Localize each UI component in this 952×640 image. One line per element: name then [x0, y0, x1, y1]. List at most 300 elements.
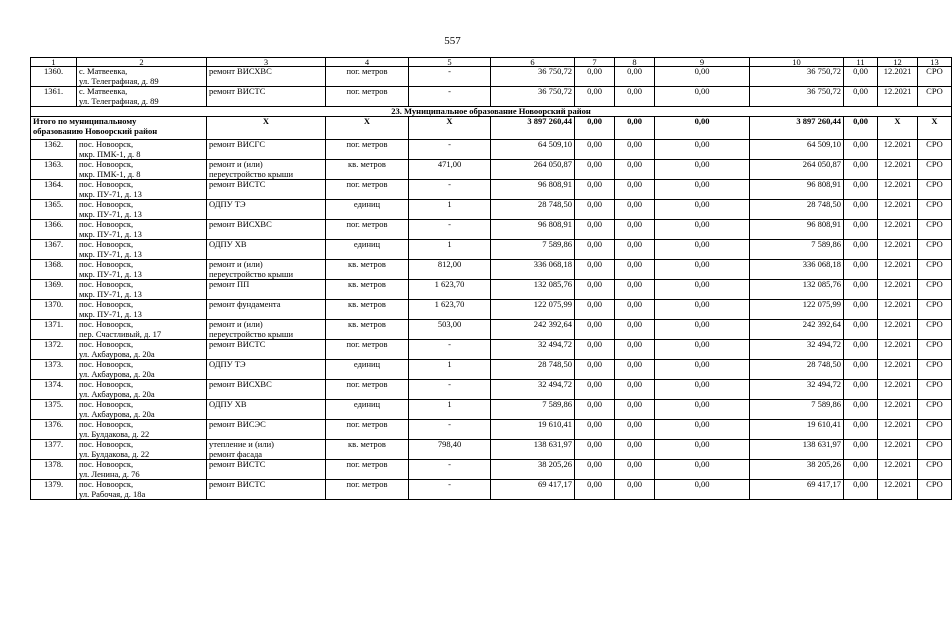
- fund-col-9: 0,00: [655, 400, 750, 420]
- fund-col-10: 7 589,86: [750, 240, 844, 260]
- completion-date: 12.2021: [878, 320, 918, 340]
- fund-col-11: 0,00: [844, 260, 878, 280]
- total-cost: 122 075,99: [491, 300, 575, 320]
- unit: пог. метров: [326, 380, 409, 400]
- line-1: пос. Новоорск,: [79, 239, 134, 249]
- quantity: 1: [409, 200, 491, 220]
- unit: единиц: [326, 240, 409, 260]
- fund-col-8: 0,00: [615, 160, 655, 180]
- line-2: ул. Булдакова, д. 22: [79, 448, 150, 459]
- line-1: ремонт ВИСТС: [209, 339, 266, 349]
- address: [77, 160, 207, 180]
- work-type: [207, 200, 326, 220]
- source: СРО: [918, 380, 952, 400]
- column-number: 6: [491, 58, 575, 67]
- fund-col-9: 0,00: [655, 320, 750, 340]
- fund-col-9: 0,00: [655, 140, 750, 160]
- fund-col-9: 0,00: [655, 360, 750, 380]
- line-1: Итого по муниципальному: [33, 116, 137, 126]
- line-1: ремонт ВИСТС: [209, 459, 266, 469]
- column-number: 7: [575, 58, 615, 67]
- address: [77, 300, 207, 320]
- fund-col-7: 0,00: [575, 380, 615, 400]
- fund-col-11: 0,00: [844, 200, 878, 220]
- source: СРО: [918, 180, 952, 200]
- unit: кв. метров: [326, 320, 409, 340]
- table-row: [31, 180, 952, 200]
- work-type: [207, 380, 326, 400]
- fund-col-10: 28 748,50: [750, 360, 844, 380]
- address: [77, 440, 207, 460]
- line-1: ремонт ВИСТС: [209, 179, 266, 189]
- total-cost: 36 750,72: [491, 67, 575, 87]
- work-type: [207, 480, 326, 500]
- fund-col-11: 0,00: [844, 420, 878, 440]
- fund-col-7: 0,00: [575, 140, 615, 160]
- unit: кв. метров: [326, 300, 409, 320]
- table-row: [31, 160, 952, 180]
- source: СРО: [918, 460, 952, 480]
- fund-col-10: 7 589,86: [750, 400, 844, 420]
- line-1: пос. Новоорск,: [79, 279, 134, 289]
- work-type: [207, 300, 326, 320]
- row-number: 1365.: [31, 200, 77, 220]
- quantity: 1: [409, 240, 491, 260]
- row-number: 1372.: [31, 340, 77, 360]
- quantity: -: [409, 67, 491, 87]
- line-1: ремонт фундамента: [209, 299, 281, 309]
- total-cost: 69 417,17: [491, 480, 575, 500]
- quantity: -: [409, 140, 491, 160]
- quantity: -: [409, 380, 491, 400]
- work-type: [207, 260, 326, 280]
- fund-col-10: 32 494,72: [750, 380, 844, 400]
- quantity: 1 623,70: [409, 280, 491, 300]
- fund-col-8: 0,00: [615, 480, 655, 500]
- column-number: 1: [31, 58, 77, 67]
- line-1: пос. Новоорск,: [79, 339, 134, 349]
- line-2: пер. Счастливый, д. 17: [79, 328, 162, 339]
- fund-col-10: 96 808,91: [750, 220, 844, 240]
- line-2: мкр. ПУ-71, д. 13: [79, 288, 142, 299]
- total-c3: X: [207, 117, 326, 140]
- address: [77, 260, 207, 280]
- unit: пог. метров: [326, 180, 409, 200]
- work-type: [207, 340, 326, 360]
- fund-col-11: 0,00: [844, 360, 878, 380]
- fund-col-10: 69 417,17: [750, 480, 844, 500]
- source: СРО: [918, 400, 952, 420]
- fund-col-8: 0,00: [615, 140, 655, 160]
- fund-col-11: 0,00: [844, 380, 878, 400]
- source: СРО: [918, 440, 952, 460]
- fund-col-10: 64 509,10: [750, 140, 844, 160]
- unit: кв. метров: [326, 440, 409, 460]
- quantity: -: [409, 420, 491, 440]
- fund-col-10: 138 631,97: [750, 440, 844, 460]
- line-1: с. Матвеевка,: [79, 86, 128, 96]
- line-1: пос. Новоорск,: [79, 419, 134, 429]
- address: [77, 220, 207, 240]
- line-2: мкр. ПМК-1, д. 8: [79, 148, 141, 159]
- fund-col-7: 0,00: [575, 67, 615, 87]
- line-1: пос. Новоорск,: [79, 139, 134, 149]
- line-1: ОДПУ ХВ: [209, 239, 247, 249]
- source: СРО: [918, 280, 952, 300]
- fund-col-9: 0,00: [655, 67, 750, 87]
- line-2: ремонт фасада: [209, 448, 263, 459]
- work-type: [207, 87, 326, 107]
- row-number: 1376.: [31, 420, 77, 440]
- fund-col-8: 0,00: [615, 360, 655, 380]
- line-1: пос. Новоорск,: [79, 479, 134, 489]
- section-header-row: [31, 107, 952, 117]
- row-number: 1360.: [31, 67, 77, 87]
- total-row: [31, 117, 952, 140]
- fund-col-11: 0,00: [844, 67, 878, 87]
- fund-col-11: 0,00: [844, 400, 878, 420]
- row-number: 1368.: [31, 260, 77, 280]
- fund-col-7: 0,00: [575, 320, 615, 340]
- fund-col-7: 0,00: [575, 280, 615, 300]
- work-type: [207, 180, 326, 200]
- quantity: -: [409, 87, 491, 107]
- table-row: [31, 420, 952, 440]
- line-2: переустройство крыши: [209, 268, 294, 279]
- source: СРО: [918, 220, 952, 240]
- fund-col-10: 122 075,99: [750, 300, 844, 320]
- fund-col-7: 0,00: [575, 240, 615, 260]
- fund-col-9: 0,00: [655, 180, 750, 200]
- table-row: [31, 380, 952, 400]
- line-1: пос. Новоорск,: [79, 199, 134, 209]
- line-1: ремонт и (или): [209, 159, 263, 169]
- line-1: ремонт ВИСЭС: [209, 419, 266, 429]
- table-row: [31, 200, 952, 220]
- quantity: -: [409, 180, 491, 200]
- total-c13: X: [918, 117, 952, 140]
- fund-col-11: 0,00: [844, 300, 878, 320]
- fund-col-8: 0,00: [615, 420, 655, 440]
- fund-col-7: 0,00: [575, 160, 615, 180]
- quantity: 503,00: [409, 320, 491, 340]
- line-2: мкр. ПУ-71, д. 13: [79, 308, 142, 319]
- fund-col-10: 132 085,76: [750, 280, 844, 300]
- fund-col-10: 336 068,18: [750, 260, 844, 280]
- unit: пог. метров: [326, 340, 409, 360]
- fund-col-9: 0,00: [655, 480, 750, 500]
- source: СРО: [918, 140, 952, 160]
- total-cost: 264 050,87: [491, 160, 575, 180]
- total-c7: 0,00: [575, 117, 615, 140]
- line-2: образованию Новоорский район: [33, 125, 158, 136]
- unit: пог. метров: [326, 420, 409, 440]
- row-number: 1364.: [31, 180, 77, 200]
- source: СРО: [918, 420, 952, 440]
- fund-col-11: 0,00: [844, 280, 878, 300]
- completion-date: 12.2021: [878, 200, 918, 220]
- table-row: [31, 280, 952, 300]
- line-2: мкр. ПУ-71, д. 13: [79, 208, 142, 219]
- unit: пог. метров: [326, 480, 409, 500]
- address: [77, 340, 207, 360]
- table-row: [31, 67, 952, 87]
- line-1: ремонт ВИСГС: [209, 139, 265, 149]
- completion-date: 12.2021: [878, 380, 918, 400]
- source: СРО: [918, 480, 952, 500]
- fund-col-8: 0,00: [615, 460, 655, 480]
- unit: пог. метров: [326, 67, 409, 87]
- line-2: мкр. ПУ-71, д. 13: [79, 268, 142, 279]
- quantity: 1: [409, 400, 491, 420]
- column-number: 8: [615, 58, 655, 67]
- quantity: -: [409, 480, 491, 500]
- line-1: ОДПУ ТЭ: [209, 359, 246, 369]
- column-number: 9: [655, 58, 750, 67]
- work-type: [207, 460, 326, 480]
- fund-col-9: 0,00: [655, 420, 750, 440]
- fund-col-9: 0,00: [655, 240, 750, 260]
- fund-col-10: 19 610,41: [750, 420, 844, 440]
- line-2: ул. Акбаурова, д. 20а: [79, 408, 155, 419]
- fund-col-9: 0,00: [655, 260, 750, 280]
- total-cost: 96 808,91: [491, 180, 575, 200]
- address: [77, 320, 207, 340]
- total-cost: 132 085,76: [491, 280, 575, 300]
- line-1: пос. Новоорск,: [79, 219, 134, 229]
- row-number: 1362.: [31, 140, 77, 160]
- total-cost: 38 205,26: [491, 460, 575, 480]
- row-number: 1373.: [31, 360, 77, 380]
- total-cost: 7 589,86: [491, 400, 575, 420]
- completion-date: 12.2021: [878, 440, 918, 460]
- source: СРО: [918, 340, 952, 360]
- quantity: 1 623,70: [409, 300, 491, 320]
- line-1: пос. Новоорск,: [79, 399, 134, 409]
- address: [77, 420, 207, 440]
- quantity: -: [409, 340, 491, 360]
- fund-col-11: 0,00: [844, 180, 878, 200]
- total-cost: 138 631,97: [491, 440, 575, 460]
- fund-col-7: 0,00: [575, 440, 615, 460]
- fund-col-11: 0,00: [844, 460, 878, 480]
- fund-col-7: 0,00: [575, 360, 615, 380]
- address: [77, 240, 207, 260]
- completion-date: 12.2021: [878, 87, 918, 107]
- line-2: ул. Телеграфная, д. 89: [79, 95, 159, 106]
- quantity: 798,40: [409, 440, 491, 460]
- completion-date: 12.2021: [878, 160, 918, 180]
- line-2: мкр. ПУ-71, д. 13: [79, 188, 142, 199]
- fund-col-10: 96 808,91: [750, 180, 844, 200]
- fund-col-9: 0,00: [655, 160, 750, 180]
- column-number: 4: [326, 58, 409, 67]
- row-number: 1379.: [31, 480, 77, 500]
- line-1: ОДПУ ТЭ: [209, 199, 246, 209]
- row-number: 1375.: [31, 400, 77, 420]
- total-cost: 336 068,18: [491, 260, 575, 280]
- total-c10: 3 897 260,44: [750, 117, 844, 140]
- source: СРО: [918, 67, 952, 87]
- quantity: -: [409, 460, 491, 480]
- unit: пог. метров: [326, 460, 409, 480]
- source: СРО: [918, 360, 952, 380]
- line-1: ОДПУ ХВ: [209, 399, 247, 409]
- fund-col-8: 0,00: [615, 380, 655, 400]
- line-1: пос. Новоорск,: [79, 259, 134, 269]
- unit: кв. метров: [326, 160, 409, 180]
- table-row: [31, 320, 952, 340]
- total-cost: 242 392,64: [491, 320, 575, 340]
- column-number: 11: [844, 58, 878, 67]
- line-2: переустройство крыши: [209, 168, 294, 179]
- line-1: пос. Новоорск,: [79, 179, 134, 189]
- fund-col-10: 36 750,72: [750, 67, 844, 87]
- fund-col-11: 0,00: [844, 160, 878, 180]
- fund-col-9: 0,00: [655, 200, 750, 220]
- line-2: мкр. ПМК-1, д. 8: [79, 168, 141, 179]
- fund-col-7: 0,00: [575, 340, 615, 360]
- row-number: 1366.: [31, 220, 77, 240]
- work-type: [207, 220, 326, 240]
- row-number: 1361.: [31, 87, 77, 107]
- total-cost: 28 748,50: [491, 360, 575, 380]
- repair-schedule-table: [30, 57, 952, 500]
- unit: единиц: [326, 200, 409, 220]
- work-type: [207, 320, 326, 340]
- address: [77, 87, 207, 107]
- table-row: [31, 300, 952, 320]
- completion-date: 12.2021: [878, 420, 918, 440]
- line-1: пос. Новоорск,: [79, 159, 134, 169]
- line-1: пос. Новоорск,: [79, 319, 134, 329]
- row-number: 1371.: [31, 320, 77, 340]
- total-total: 3 897 260,44: [491, 117, 575, 140]
- line-1: пос. Новоорск,: [79, 379, 134, 389]
- line-2: переустройство крыши: [209, 328, 294, 339]
- completion-date: 12.2021: [878, 400, 918, 420]
- fund-col-11: 0,00: [844, 320, 878, 340]
- address: [77, 67, 207, 87]
- total-label: [31, 117, 207, 140]
- fund-col-9: 0,00: [655, 87, 750, 107]
- table-row: [31, 87, 952, 107]
- total-cost: 32 494,72: [491, 340, 575, 360]
- column-number: 2: [77, 58, 207, 67]
- line-1: ремонт ВИСХВС: [209, 219, 272, 229]
- fund-col-7: 0,00: [575, 260, 615, 280]
- fund-col-7: 0,00: [575, 480, 615, 500]
- line-1: с. Матвеевка,: [79, 66, 128, 76]
- address: [77, 360, 207, 380]
- work-type: [207, 240, 326, 260]
- address: [77, 480, 207, 500]
- completion-date: 12.2021: [878, 67, 918, 87]
- fund-col-10: 36 750,72: [750, 87, 844, 107]
- fund-col-8: 0,00: [615, 220, 655, 240]
- page-number: 557: [444, 35, 461, 47]
- total-c8: 0,00: [615, 117, 655, 140]
- address: [77, 460, 207, 480]
- table-row: [31, 260, 952, 280]
- quantity: 812,00: [409, 260, 491, 280]
- line-1: ремонт и (или): [209, 319, 263, 329]
- work-type: [207, 67, 326, 87]
- fund-col-8: 0,00: [615, 180, 655, 200]
- fund-col-9: 0,00: [655, 280, 750, 300]
- completion-date: 12.2021: [878, 280, 918, 300]
- row-number: 1374.: [31, 380, 77, 400]
- fund-col-7: 0,00: [575, 180, 615, 200]
- completion-date: 12.2021: [878, 480, 918, 500]
- fund-col-9: 0,00: [655, 220, 750, 240]
- unit: пог. метров: [326, 220, 409, 240]
- unit: кв. метров: [326, 280, 409, 300]
- work-type: [207, 140, 326, 160]
- total-cost: 7 589,86: [491, 240, 575, 260]
- line-2: мкр. ПУ-71, д. 13: [79, 228, 142, 239]
- fund-col-10: 242 392,64: [750, 320, 844, 340]
- line-2: ул. Рабочая, д. 18а: [79, 488, 146, 499]
- table-row: [31, 220, 952, 240]
- total-cost: 36 750,72: [491, 87, 575, 107]
- table-row: [31, 240, 952, 260]
- quantity: 1: [409, 360, 491, 380]
- source: СРО: [918, 320, 952, 340]
- fund-col-9: 0,00: [655, 340, 750, 360]
- work-type: [207, 420, 326, 440]
- fund-col-7: 0,00: [575, 300, 615, 320]
- fund-col-11: 0,00: [844, 220, 878, 240]
- table-row: [31, 340, 952, 360]
- completion-date: 12.2021: [878, 300, 918, 320]
- line-1: ремонт ПП: [209, 279, 250, 289]
- line-1: пос. Новоорск,: [79, 299, 134, 309]
- fund-col-8: 0,00: [615, 320, 655, 340]
- unit: пог. метров: [326, 140, 409, 160]
- source: СРО: [918, 160, 952, 180]
- fund-col-10: 32 494,72: [750, 340, 844, 360]
- column-number: 10: [750, 58, 844, 67]
- row-number: 1367.: [31, 240, 77, 260]
- fund-col-9: 0,00: [655, 460, 750, 480]
- completion-date: 12.2021: [878, 340, 918, 360]
- column-number: 12: [878, 58, 918, 67]
- source: СРО: [918, 200, 952, 220]
- work-type: [207, 160, 326, 180]
- line-2: ул. Акбаурова, д. 20а: [79, 388, 155, 399]
- line-1: пос. Новоорск,: [79, 459, 134, 469]
- fund-col-11: 0,00: [844, 480, 878, 500]
- work-type: [207, 360, 326, 380]
- unit: единиц: [326, 400, 409, 420]
- line-1: ремонт ВИСТС: [209, 479, 266, 489]
- fund-col-9: 0,00: [655, 380, 750, 400]
- total-c4: X: [326, 117, 409, 140]
- quantity: 471,00: [409, 160, 491, 180]
- work-type: [207, 280, 326, 300]
- fund-col-9: 0,00: [655, 300, 750, 320]
- completion-date: 12.2021: [878, 180, 918, 200]
- line-2: ул. Телеграфная, д. 89: [79, 75, 159, 86]
- line-2: мкр. ПУ-71, д. 13: [79, 248, 142, 259]
- fund-col-10: 28 748,50: [750, 200, 844, 220]
- fund-col-8: 0,00: [615, 280, 655, 300]
- line-1: пос. Новоорск,: [79, 439, 134, 449]
- column-number: 5: [409, 58, 491, 67]
- table-row: [31, 440, 952, 460]
- row-number: 1377.: [31, 440, 77, 460]
